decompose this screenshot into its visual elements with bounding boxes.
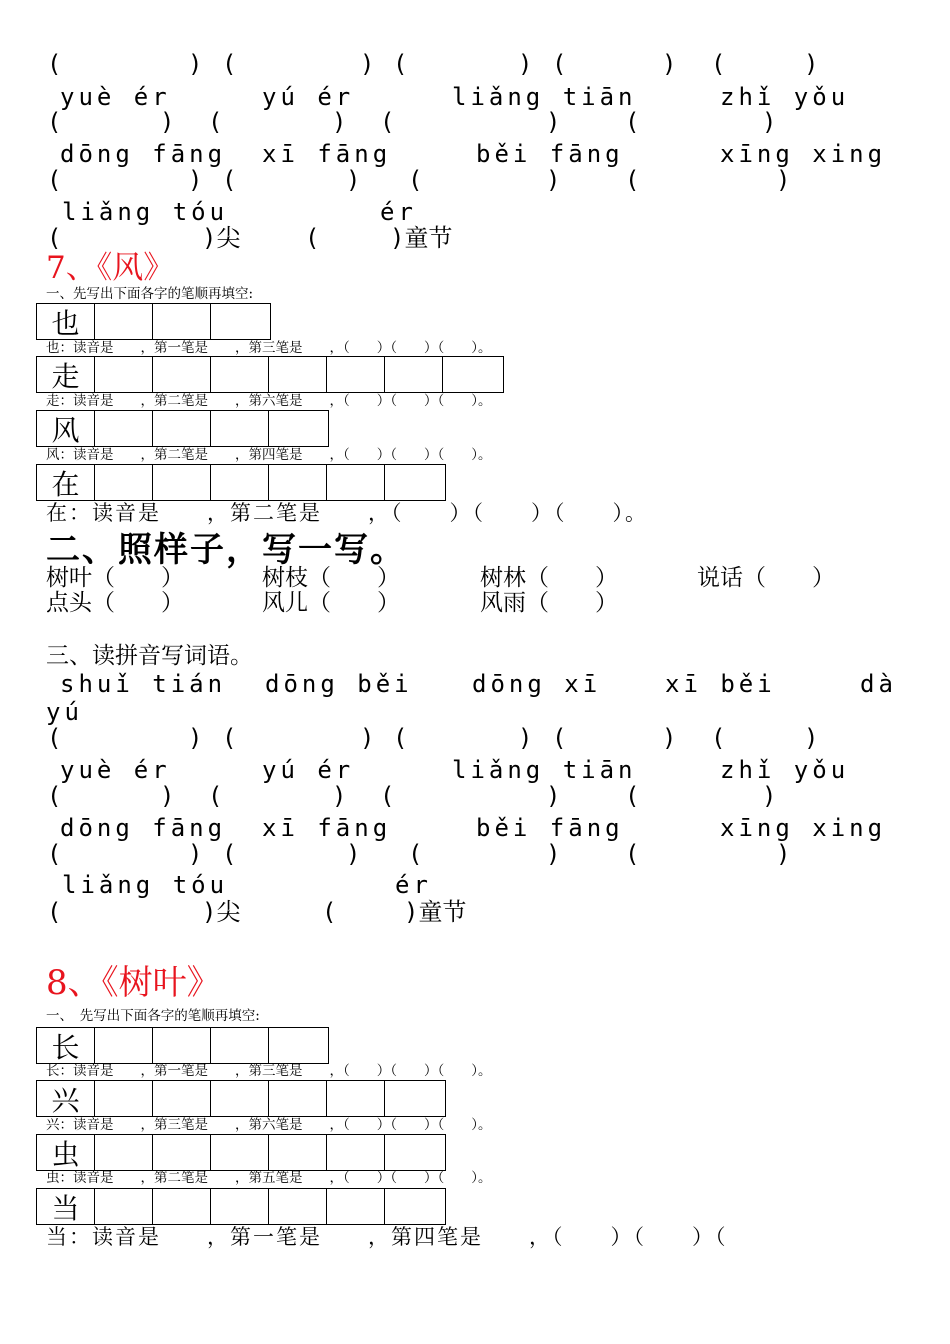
pinyin-word: liǎng tóu: [62, 198, 229, 226]
fill-line: 在：读音是 ，第二笔是 ，（ ）（ ）（ ）。: [46, 501, 648, 525]
paren-close: ): [188, 724, 203, 752]
grid-cell[interactable]: [153, 465, 211, 500]
word-item: 说话（ ）: [697, 565, 835, 591]
paren-close: ): [332, 782, 347, 810]
paren-open: (: [380, 108, 395, 136]
paren-open: (: [47, 224, 62, 252]
paren-open: (: [408, 840, 423, 868]
pinyin-word: dà: [860, 670, 897, 698]
fill-line: 虫：读音是 ，第二笔是 ，第五笔是 ，（ ）（ ）（ ）。: [46, 1170, 492, 1186]
grid-char: 长: [37, 1028, 95, 1063]
paren-open: (: [380, 782, 395, 810]
lesson-title: 8、《树叶》: [46, 963, 221, 1003]
paren-open: (: [47, 782, 62, 810]
paren-open: (: [222, 50, 237, 78]
pinyin-word: ér: [395, 871, 432, 899]
pinyin-word: běi fāng: [476, 140, 624, 168]
paren-close: ): [804, 724, 819, 752]
grid-cell[interactable]: [385, 1135, 443, 1170]
paren-open: (: [222, 724, 237, 752]
grid-cell[interactable]: [211, 1135, 269, 1170]
fill-suffix: )尖: [202, 224, 241, 252]
grid-cell[interactable]: [211, 1081, 269, 1116]
paren-close: ): [346, 166, 361, 194]
word-item: 点头（ ）: [46, 590, 184, 616]
grid-cell[interactable]: [95, 357, 153, 392]
pinyin-word: xī běi: [665, 670, 776, 698]
stroke-grid: [36, 303, 271, 340]
section-title: 二、照样子，写一写。: [46, 530, 406, 570]
fill-line: 兴：读音是 ，第三笔是 ，第六笔是 ，（ ）（ ）（ ）。: [46, 1117, 492, 1133]
word-item: 树林（ ）: [480, 565, 618, 591]
paren-close: ): [546, 782, 561, 810]
instruction: 一、 先写出下面各字的笔顺再填空:: [46, 1008, 260, 1024]
grid-cell[interactable]: [211, 465, 269, 500]
paren-open: (: [305, 224, 320, 252]
paren-close: ): [188, 840, 203, 868]
stroke-grid: [36, 356, 504, 393]
paren-open: (: [393, 724, 408, 752]
fill-line: 长：读音是 ，第一笔是 ，第三笔是 ，（ ）（ ）（ ）。: [46, 1063, 492, 1079]
pinyin-word: yuè ér: [60, 756, 171, 784]
paren-close: ): [662, 724, 677, 752]
paren-open: (: [222, 840, 237, 868]
grid-cell[interactable]: [95, 304, 153, 339]
instruction: 一、先写出下面各字的笔顺再填空:: [46, 286, 254, 302]
fill-suffix: )童节: [390, 224, 453, 252]
stroke-grid: [36, 1027, 329, 1064]
pinyin-word: yú ér: [262, 83, 355, 111]
section-title: 三、读拼音写词语。: [46, 643, 253, 669]
grid-cell[interactable]: [211, 1189, 269, 1224]
grid-cell[interactable]: [95, 1189, 153, 1224]
paren-close: ): [188, 50, 203, 78]
grid-cell[interactable]: [153, 1189, 211, 1224]
grid-cell[interactable]: [385, 1081, 443, 1116]
paren-open: (: [208, 108, 223, 136]
grid-cell[interactable]: [95, 1028, 153, 1063]
paren-close: ): [518, 724, 533, 752]
pinyin-word: liǎng tiān: [452, 756, 637, 784]
grid-char: 在: [37, 465, 95, 500]
paren-open: (: [47, 50, 62, 78]
paren-close: ): [776, 840, 791, 868]
grid-cell[interactable]: [211, 1028, 269, 1063]
paren-open: (: [322, 898, 337, 926]
fill-line: 当：读音是 ，第一笔是 ，第四笔是 ，（ ）（ ）（: [46, 1225, 728, 1249]
paren-close: ): [546, 840, 561, 868]
pinyin-word: dōng běi: [265, 670, 413, 698]
pinyin-word: dōng fāng: [60, 140, 227, 168]
paren-open: (: [625, 782, 640, 810]
grid-cell[interactable]: [153, 357, 211, 392]
pinyin-word: yú ér: [262, 756, 355, 784]
paren-close: ): [360, 724, 375, 752]
grid-cell[interactable]: [153, 304, 211, 339]
pinyin-word: zhǐ yǒu: [720, 756, 850, 784]
paren-close: ): [762, 108, 777, 136]
stroke-grid: [36, 410, 329, 447]
grid-cell[interactable]: [327, 357, 385, 392]
pinyin-word: shuǐ tián: [60, 670, 227, 698]
grid-cell[interactable]: [211, 357, 269, 392]
grid-cell[interactable]: [211, 411, 269, 446]
paren-close: ): [160, 782, 175, 810]
paren-open: (: [47, 724, 62, 752]
paren-close: ): [346, 840, 361, 868]
grid-cell[interactable]: [95, 1135, 153, 1170]
word-item: 风儿（ ）: [262, 590, 400, 616]
paren-open: (: [393, 50, 408, 78]
paren-close: ): [546, 166, 561, 194]
fill-suffix: )童节: [404, 898, 467, 926]
grid-char: 虫: [37, 1135, 95, 1170]
word-item: 树叶（ ）: [46, 565, 184, 591]
paren-open: (: [47, 166, 62, 194]
grid-char: 当: [37, 1189, 95, 1224]
fill-line: 也：读音是 ，第一笔是 ，第三笔是 ，（ ）（ ）（ ）。: [46, 340, 492, 356]
paren-open: (: [625, 108, 640, 136]
pinyin-word: ér: [380, 198, 417, 226]
paren-close: ): [762, 782, 777, 810]
grid-cell[interactable]: [327, 465, 385, 500]
paren-close: ): [518, 50, 533, 78]
paren-open: (: [552, 50, 567, 78]
paren-open: (: [222, 166, 237, 194]
grid-char: 兴: [37, 1081, 95, 1116]
fill-line: 风：读音是 ，第二笔是 ，第四笔是 ，（ ）（ ）（ ）。: [46, 447, 492, 463]
paren-open: (: [625, 840, 640, 868]
paren-open: (: [711, 724, 726, 752]
grid-cell[interactable]: [327, 1135, 385, 1170]
stroke-grid: [36, 1080, 446, 1117]
paren-close: ): [546, 108, 561, 136]
lesson-title: 7、《风》: [46, 250, 175, 286]
grid-char: 也: [37, 304, 95, 339]
paren-open: (: [208, 782, 223, 810]
grid-cell[interactable]: [95, 1081, 153, 1116]
pinyin-word: dōng xī: [472, 670, 602, 698]
paren-open: (: [625, 166, 640, 194]
paren-open: (: [408, 166, 423, 194]
grid-char: 风: [37, 411, 95, 446]
grid-cell[interactable]: [385, 357, 443, 392]
word-item: 风雨（ ）: [480, 590, 618, 616]
paren-close: ): [160, 108, 175, 136]
grid-cell[interactable]: [211, 304, 269, 339]
paren-close: ): [188, 166, 203, 194]
paren-close: ): [776, 166, 791, 194]
grid-cell[interactable]: [269, 1135, 327, 1170]
paren-close: ): [332, 108, 347, 136]
paren-close: ): [360, 50, 375, 78]
paren-close: ): [662, 50, 677, 78]
paren-open: (: [47, 840, 62, 868]
grid-cell[interactable]: [95, 465, 153, 500]
grid-cell[interactable]: [443, 357, 501, 392]
paren-open: (: [711, 50, 726, 78]
paren-open: (: [47, 108, 62, 136]
paren-open: (: [47, 898, 62, 926]
pinyin-word: xīng xing: [720, 140, 887, 168]
grid-cell[interactable]: [385, 1189, 443, 1224]
pinyin-word: yuè ér: [60, 83, 171, 111]
stroke-grid: [36, 1188, 446, 1225]
fill-line: 走：读音是 ，第二笔是 ，第六笔是 ，（ ）（ ）（ ）。: [46, 393, 492, 409]
grid-cell[interactable]: [153, 1081, 211, 1116]
stroke-grid: [36, 1134, 446, 1171]
grid-cell[interactable]: [269, 1189, 327, 1224]
grid-cell[interactable]: [153, 1028, 211, 1063]
grid-cell[interactable]: [269, 357, 327, 392]
pinyin-word: běi fāng: [476, 814, 624, 842]
grid-cell[interactable]: [269, 1028, 327, 1063]
pinyin-word: liǎng tiān: [452, 83, 637, 111]
grid-cell[interactable]: [95, 411, 153, 446]
pinyin-word: xīng xing: [720, 814, 887, 842]
pinyin-word: yú: [46, 698, 83, 726]
pinyin-word: zhǐ yǒu: [720, 83, 850, 111]
fill-suffix: )尖: [202, 898, 241, 926]
word-item: 树枝（ ）: [262, 565, 400, 591]
grid-cell[interactable]: [269, 411, 327, 446]
pinyin-word: xī fāng: [262, 814, 392, 842]
pinyin-word: dōng fāng: [60, 814, 227, 842]
grid-cell[interactable]: [153, 1135, 211, 1170]
pinyin-word: xī fāng: [262, 140, 392, 168]
grid-cell[interactable]: [327, 1081, 385, 1116]
grid-char: 走: [37, 357, 95, 392]
stroke-grid: [36, 464, 446, 501]
pinyin-word: liǎng tóu: [62, 871, 229, 899]
grid-cell[interactable]: [327, 1189, 385, 1224]
grid-cell[interactable]: [385, 465, 443, 500]
grid-cell[interactable]: [153, 411, 211, 446]
grid-cell[interactable]: [269, 1081, 327, 1116]
paren-close: ): [804, 50, 819, 78]
paren-open: (: [552, 724, 567, 752]
grid-cell[interactable]: [269, 465, 327, 500]
